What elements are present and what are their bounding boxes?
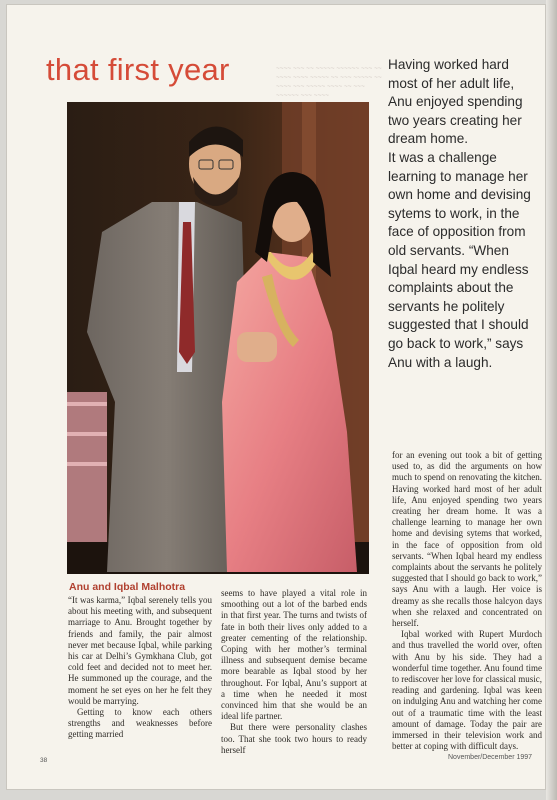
body-paragraph: Iqbal worked with Rupert Murdoch and thus travelled the world over, often with Anu by his side. They had a wonderful time together. Anu found time to rediscover her love for classical music, reading and gardening. Iqbal was keen on indulging Anu and watching her come out of a traumatic time with the least amount of damage. Today the pair are immersed in their television work and better at coping with difficult days. bbox=[392, 629, 542, 752]
couple-photo bbox=[67, 102, 369, 574]
body-paragraph: “It was karma,” Iqbal serenely tells you about his meeting with, and subsequent marriage to Anu. Brought together by friends and family, the pair almost never met because Iqbal, while parking his car at Delhi’s Gymkhana Club, got cold feet and decided not to meet her. He summoned up the courage, and the moment he set eyes on her he felt they would be marrying. bbox=[68, 595, 212, 706]
article-title: that first year bbox=[46, 52, 230, 87]
body-column-2 bbox=[221, 588, 367, 756]
issue-date: November/December 1997 bbox=[448, 754, 533, 761]
bleed-through-text: ~~~~ ~~~ ~~ ~~~~~ ~~~~~~ ~~~ ~~ ~~~~ ~~~~ ~~~~~ ~~ ~~~ ~~~~~ ~~ ~~~~ ~~~ ~~~~~ ~~~~ ~~ ~~~ ~~~~~~ ~~~ ~~~~ bbox=[276, 65, 382, 99]
body-paragraph: Getting to know each others strengths and weaknesses before getting married bbox=[68, 707, 212, 740]
page-edge bbox=[546, 0, 557, 800]
body-paragraph: But there were personality clashes too. That she took two hours to ready herself bbox=[221, 722, 367, 755]
page-number: 38 bbox=[40, 757, 48, 764]
photo-caption: Anu and Iqbal Malhotra bbox=[69, 581, 186, 593]
body-column-1 bbox=[68, 595, 212, 741]
pull-quote-line: Having worked hard most of her adult life, Anu enjoyed spending two years creating her dream home. bbox=[388, 57, 523, 147]
body-paragraph: seems to have played a vital role in smoothing out a lot of the barbed ends in that first year. The turns and twists of fate in both their lives only added to a greater cementing of the relationship. Coping with her mother’s terminal illness and subsequent demise became more bearable as Iqbal stood by her throughout. For Iqbal, Anu’s support at a time when he needed it most convinced him that she would be an ideal life partner. bbox=[221, 588, 367, 722]
pull-quote bbox=[388, 56, 538, 372]
body-column-3 bbox=[392, 450, 542, 752]
pull-quote-line: It was a challenge learning to manage her own home and devising sytems to work, in the face of opposition from old servants. “When Iqbal heard my endless complaints about the servants he politely suggested that I should go back to work,” says Anu with a laugh. bbox=[388, 149, 531, 370]
body-paragraph: for an evening out took a bit of getting used to, as did the arguments on how much to spend on renovating the kitchen. Having worked hard most of her adult life, Anu enjoyed spending two years creating her dream home. It was a challenge learning to manage her own home and devising sytems that worked, in the face of opposition from old servants. “When Iqbal heard my endless complaints about the servants he politely suggested that I should go back to work,” says Anu with a laugh. Her voice is dreamy as she recalls those halcyon days when she relaxed and concentrated on herself. bbox=[392, 450, 542, 629]
